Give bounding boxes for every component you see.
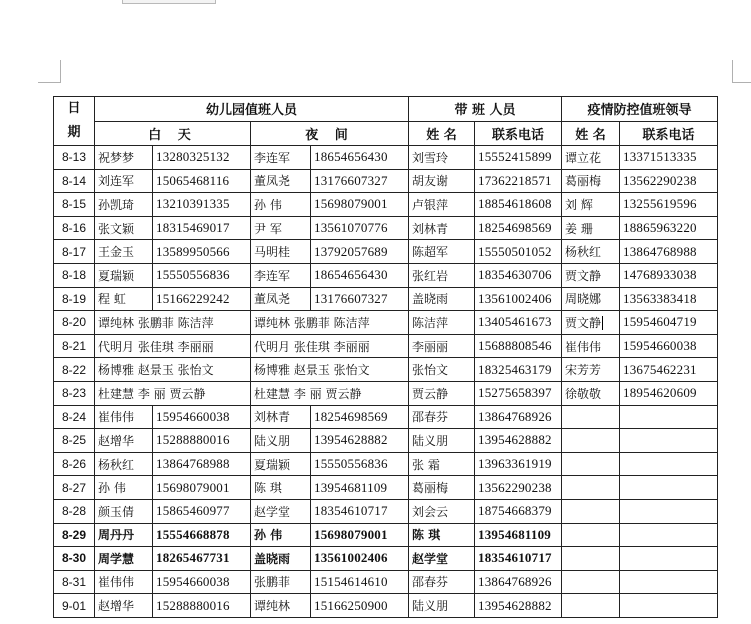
day-group-names: 杨博雅 赵景玉 张怡文 [95, 358, 251, 382]
staff-phone: 15552415899 [475, 146, 562, 170]
day-phone: 15550556836 [153, 263, 251, 287]
night-phone: 13176607327 [311, 169, 409, 193]
staff-name: 邵春芬 [409, 570, 475, 594]
leader-name [562, 570, 620, 594]
leader-name: 谭立花 [562, 146, 620, 170]
date-cell: 8-26 [54, 452, 95, 476]
night-name: 马明桂 [251, 240, 311, 264]
date-cell: 8-22 [54, 358, 95, 382]
epidemic-group-header: 疫情防控值班领导 [562, 97, 718, 122]
day-name: 程 虹 [95, 287, 153, 311]
leader-phone: 13371513335 [620, 146, 718, 170]
leader-phone [620, 523, 718, 547]
staff-phone: 13963361919 [475, 452, 562, 476]
date-cell: 8-25 [54, 429, 95, 453]
staff-phone: 13954628882 [475, 429, 562, 453]
day-phone: 15954660038 [153, 570, 251, 594]
leader-phone [620, 547, 718, 571]
table-row [54, 476, 718, 500]
leader-phone [620, 570, 718, 594]
staff-phone: 18354610717 [475, 547, 562, 571]
date-cell: 8-31 [54, 570, 95, 594]
leader-phone: 13864768988 [620, 240, 718, 264]
table-row [54, 452, 718, 476]
staff-name: 卢银萍 [409, 193, 475, 217]
table-row [54, 334, 718, 358]
day-phone: 13280325132 [153, 146, 251, 170]
night-name: 董凤尧 [251, 169, 311, 193]
leader-name: 贾文静 [562, 311, 620, 335]
night-name: 孙 伟 [251, 523, 311, 547]
night-group-names: 杜建慧 李 丽 贾云静 [251, 381, 409, 405]
staff-name: 贾云静 [409, 381, 475, 405]
staff-name: 刘会云 [409, 499, 475, 523]
staff-phone-header: 联系电话 [475, 121, 562, 146]
roster-body [54, 146, 718, 618]
night-group-names: 代明月 张佳琪 李丽丽 [251, 334, 409, 358]
leader-phone: 13255619596 [620, 193, 718, 217]
page-corner-mark-right [732, 60, 751, 83]
staff-name: 李丽丽 [409, 334, 475, 358]
day-name: 崔伟伟 [95, 405, 153, 429]
night-phone: 18654656430 [311, 146, 409, 170]
night-name: 李连军 [251, 263, 311, 287]
leader-phone: 15954660038 [620, 334, 718, 358]
staff-name: 陈超军 [409, 240, 475, 264]
leader-phone: 18865963220 [620, 216, 718, 240]
leader-phone [620, 452, 718, 476]
date-cell: 9-01 [54, 594, 95, 618]
night-phone: 15698079001 [311, 523, 409, 547]
staff-phone: 13562290238 [475, 476, 562, 500]
leader-name [562, 523, 620, 547]
leader-phone: 13562290238 [620, 169, 718, 193]
staff-phone: 13561002406 [475, 287, 562, 311]
staff-name: 赵学堂 [409, 547, 475, 571]
table-row [54, 263, 718, 287]
day-phone: 15954660038 [153, 405, 251, 429]
leader-phone: 15954604719 [620, 311, 718, 335]
day-group-names: 代明月 张佳琪 李丽丽 [95, 334, 251, 358]
day-phone: 18315469017 [153, 216, 251, 240]
staff-phone: 15275658397 [475, 381, 562, 405]
date-cell: 8-19 [54, 287, 95, 311]
date-cell: 8-13 [54, 146, 95, 170]
night-phone: 18654656430 [311, 263, 409, 287]
leader-name [562, 452, 620, 476]
night-phone: 13954628882 [311, 429, 409, 453]
night-phone: 15166250900 [311, 594, 409, 618]
staff-phone: 15688808546 [475, 334, 562, 358]
table-row [54, 358, 718, 382]
night-name: 赵学堂 [251, 499, 311, 523]
leader-name-header: 姓 名 [562, 121, 620, 146]
leader-name [562, 476, 620, 500]
leader-name: 姜 珊 [562, 216, 620, 240]
night-phone: 13954681109 [311, 476, 409, 500]
day-phone: 13210391335 [153, 193, 251, 217]
leader-name: 崔伟伟 [562, 334, 620, 358]
day-name: 孙 伟 [95, 476, 153, 500]
night-phone: 18354610717 [311, 499, 409, 523]
date-cell: 8-29 [54, 523, 95, 547]
table-row [54, 429, 718, 453]
staff-phone: 13405461673 [475, 311, 562, 335]
night-header: 夜 间 [251, 121, 409, 146]
staff-phone: 18754668379 [475, 499, 562, 523]
night-name: 盖晓雨 [251, 547, 311, 571]
staff-name: 陆义朋 [409, 429, 475, 453]
staff-phone: 13864768926 [475, 570, 562, 594]
leader-phone [620, 594, 718, 618]
day-name: 颜玉倩 [95, 499, 153, 523]
date-cell: 8-24 [54, 405, 95, 429]
table-row [54, 169, 718, 193]
night-name: 张鹏菲 [251, 570, 311, 594]
night-phone: 15154614610 [311, 570, 409, 594]
leader-phone [620, 499, 718, 523]
table-row [54, 311, 718, 335]
leader-name: 葛丽梅 [562, 169, 620, 193]
leader-phone-header: 联系电话 [620, 121, 718, 146]
date-cell: 8-21 [54, 334, 95, 358]
date-cell: 8-23 [54, 381, 95, 405]
staff-name: 刘雪玲 [409, 146, 475, 170]
night-name: 陆义朋 [251, 429, 311, 453]
staff-name: 胡友谢 [409, 169, 475, 193]
date-cell: 8-28 [54, 499, 95, 523]
night-name: 谭纯林 [251, 594, 311, 618]
table-row [54, 216, 718, 240]
leader-name: 刘 辉 [562, 193, 620, 217]
day-name: 王金玉 [95, 240, 153, 264]
day-name: 崔伟伟 [95, 570, 153, 594]
day-name: 张文颖 [95, 216, 153, 240]
day-name: 赵增华 [95, 429, 153, 453]
leader-phone [620, 429, 718, 453]
leader-phone: 13563383418 [620, 287, 718, 311]
night-name: 董凤尧 [251, 287, 311, 311]
day-phone: 15698079001 [153, 476, 251, 500]
staff-name: 葛丽梅 [409, 476, 475, 500]
leader-phone [620, 405, 718, 429]
date-cell: 8-27 [54, 476, 95, 500]
day-phone: 15065468116 [153, 169, 251, 193]
night-phone: 13792057689 [311, 240, 409, 264]
table-row [54, 594, 718, 618]
night-name: 夏瑞颖 [251, 452, 311, 476]
date-cell: 8-17 [54, 240, 95, 264]
leader-name [562, 499, 620, 523]
day-group-names: 杜建慧 李 丽 贾云静 [95, 381, 251, 405]
table-row [54, 287, 718, 311]
night-phone: 15698079001 [311, 193, 409, 217]
day-group-names: 谭纯林 张鹏菲 陈洁萍 [95, 311, 251, 335]
leader-name: 徐敬敬 [562, 381, 620, 405]
staff-phone: 15550501052 [475, 240, 562, 264]
staff-phone: 18325463179 [475, 358, 562, 382]
kindergarten-group-header: 幼儿园值班人员 [95, 97, 409, 122]
night-phone: 18254698569 [311, 405, 409, 429]
day-phone: 15554668878 [153, 523, 251, 547]
night-name: 刘林青 [251, 405, 311, 429]
day-phone: 18265467731 [153, 547, 251, 571]
day-name: 杨秋红 [95, 452, 153, 476]
date-cell: 8-15 [54, 193, 95, 217]
night-group-names: 谭纯林 张鹏菲 陈洁萍 [251, 311, 409, 335]
date-cell: 8-18 [54, 263, 95, 287]
date-cell: 8-30 [54, 547, 95, 571]
staff-name: 张红岩 [409, 263, 475, 287]
leader-name [562, 594, 620, 618]
date-cell: 8-16 [54, 216, 95, 240]
night-name: 尹 军 [251, 216, 311, 240]
leader-phone: 18954620609 [620, 381, 718, 405]
staff-phone: 13954681109 [475, 523, 562, 547]
day-phone: 15166229242 [153, 287, 251, 311]
leader-phone: 14768933038 [620, 263, 718, 287]
table-row [54, 193, 718, 217]
duty-staff-group-header: 带 班 人员 [409, 97, 562, 122]
day-phone: 13589950566 [153, 240, 251, 264]
day-name: 祝梦梦 [95, 146, 153, 170]
table-row [54, 547, 718, 571]
staff-name: 陆义朋 [409, 594, 475, 618]
day-name: 赵增华 [95, 594, 153, 618]
night-phone: 13561002406 [311, 547, 409, 571]
day-phone: 15865460977 [153, 499, 251, 523]
staff-phone: 17362218571 [475, 169, 562, 193]
staff-name: 张怡文 [409, 358, 475, 382]
day-name: 夏瑞颖 [95, 263, 153, 287]
night-name: 孙 伟 [251, 193, 311, 217]
day-header: 白 天 [95, 121, 251, 146]
night-name: 李连军 [251, 146, 311, 170]
table-row [54, 523, 718, 547]
day-name: 刘连军 [95, 169, 153, 193]
staff-phone: 13954628882 [475, 594, 562, 618]
text-cursor [602, 316, 603, 330]
day-name: 周丹丹 [95, 523, 153, 547]
leader-phone: 13675462231 [620, 358, 718, 382]
table-row [54, 570, 718, 594]
day-name: 孙凯琦 [95, 193, 153, 217]
staff-name: 邵春芬 [409, 405, 475, 429]
leader-name [562, 405, 620, 429]
leader-name: 贾文静 [562, 263, 620, 287]
night-phone: 13561070776 [311, 216, 409, 240]
staff-name: 盖晓雨 [409, 287, 475, 311]
leader-name: 宋芳芳 [562, 358, 620, 382]
day-phone: 13864768988 [153, 452, 251, 476]
date-cell: 8-20 [54, 311, 95, 335]
staff-name: 陈 琪 [409, 523, 475, 547]
leader-name: 周晓娜 [562, 287, 620, 311]
staff-name: 张 霜 [409, 452, 475, 476]
night-phone: 13176607327 [311, 287, 409, 311]
night-group-names: 杨博雅 赵景玉 张怡文 [251, 358, 409, 382]
staff-name: 陈洁萍 [409, 311, 475, 335]
staff-phone: 18354630706 [475, 263, 562, 287]
table-row [54, 381, 718, 405]
date-cell: 8-14 [54, 169, 95, 193]
table-row [54, 499, 718, 523]
table-row [54, 240, 718, 264]
day-name: 周学慧 [95, 547, 153, 571]
toolbar-fragment [122, 0, 216, 4]
day-phone: 15288880016 [153, 594, 251, 618]
leader-phone [620, 476, 718, 500]
page-corner-mark-left [38, 60, 61, 83]
day-phone: 15288880016 [153, 429, 251, 453]
date-header: 日 期 [54, 97, 95, 146]
duty-roster-table [53, 96, 718, 618]
table-row [54, 405, 718, 429]
leader-name: 杨秋红 [562, 240, 620, 264]
table-row [54, 146, 718, 170]
leader-name [562, 429, 620, 453]
night-phone: 15550556836 [311, 452, 409, 476]
night-name: 陈 琪 [251, 476, 311, 500]
staff-phone: 18254698569 [475, 216, 562, 240]
staff-phone: 18854618608 [475, 193, 562, 217]
staff-name-header: 姓 名 [409, 121, 475, 146]
leader-name [562, 547, 620, 571]
staff-phone: 13864768926 [475, 405, 562, 429]
staff-name: 刘林青 [409, 216, 475, 240]
